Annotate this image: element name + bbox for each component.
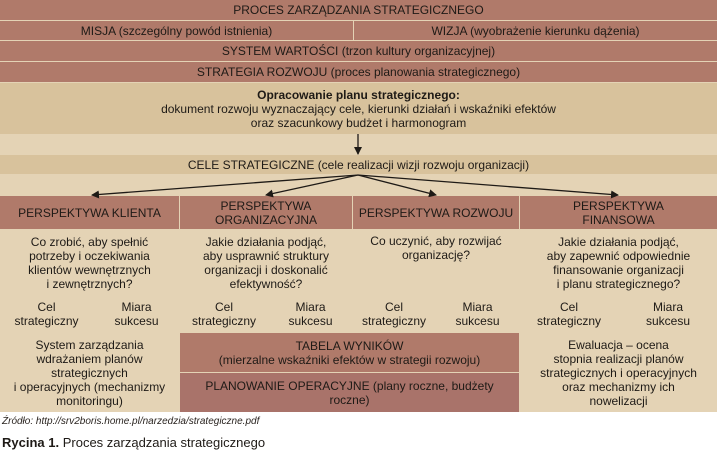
bottom-right-line: nowelizacji — [589, 393, 648, 408]
question-line: Co uczynić, aby rozwijać — [370, 234, 502, 248]
question-line: Co zrobić, aby spełnić — [30, 234, 149, 249]
wizja-text: WIZJA (wyobrażenie kierunku dążenia) — [431, 23, 640, 38]
miara-line: Miara — [121, 300, 152, 314]
miara-line: Miara — [462, 300, 493, 314]
bottom-right-line: stopnia realizacji planów — [553, 351, 684, 366]
bottom-left-line: monitoringu) — [56, 393, 123, 408]
question-line: Jakie działania podjąć, — [205, 234, 327, 249]
system-text: SYSTEM WARTOŚCI (trzon kultury organizacyjnej) — [221, 44, 496, 58]
bottom-left-line: wdrażaniem planów — [36, 351, 143, 366]
bottom-right-line: strategicznych i operacyjnych — [540, 365, 697, 380]
cel-line: strategiczny — [361, 314, 427, 328]
perspective-header-line: ORGANIZACYJNA — [214, 212, 317, 227]
tabela-line: TABELA WYNIKÓW — [295, 338, 404, 353]
perspective-header-line: FINANSOWA — [582, 212, 655, 227]
cel-line: strategiczny — [14, 314, 79, 328]
question-line: organizacji i doskonalić — [204, 262, 328, 277]
figure-caption — [2, 435, 265, 450]
question-line: Jakie działania podjąć, — [558, 234, 679, 249]
miara-line: sukcesu — [645, 314, 691, 328]
cel-line: Cel — [214, 300, 233, 314]
misja-text: MISJA (szczególny powód istnienia) — [80, 23, 273, 38]
bottom-left-line: i operacyjnych (mechanizmy — [13, 379, 166, 394]
figure-text: Proces zarządzania strategicznego — [62, 435, 266, 450]
cel-line: Cel — [37, 300, 56, 314]
source-caption: Źródło: http://srv2boris.home.pl/narzedzia/strategiczne.pdf — [2, 416, 260, 427]
cel-line: Cel — [384, 300, 403, 314]
question-line: organizację? — [401, 248, 471, 262]
plan-heading: Opracowanie planu strategicznego: — [257, 87, 460, 102]
arrow-cele-to-klienta — [92, 175, 358, 195]
perspective-header-line: PERSPEKTYWA — [220, 198, 312, 213]
miara-line: sukcesu — [288, 314, 333, 328]
miara-line: Miara — [295, 300, 326, 314]
perspective-header-line: PERSPEKTYWA ROZWOJU — [358, 205, 514, 220]
cel-line: strategiczny — [536, 314, 602, 328]
figure-label: Rycina 1. — [2, 435, 60, 450]
miara-line: Miara — [652, 300, 683, 314]
cel-line: strategiczny — [191, 314, 257, 328]
question-line: aby zapewnić odpowiednie — [546, 248, 691, 263]
miara-line: sukcesu — [455, 314, 500, 328]
question-line: potrzeby i oczekiwania — [29, 248, 150, 263]
cele-text: CELE STRATEGICZNE (cele realizacji wizji rozwoju organizacji) — [187, 157, 530, 172]
bottom-right-line: oraz mechanizmy ich — [562, 379, 675, 394]
bottom-right-line: Ewaluacja – ocena — [568, 337, 669, 352]
perspective-header-line: PERSPEKTYWA KLIENTA — [18, 205, 161, 220]
miara-line: sukcesu — [114, 314, 159, 328]
planowanie-line: PLANOWANIE OPERACYJNE (plany roczne, budżety — [205, 378, 494, 393]
tabela-line: (mierzalne wskaźniki efektów w strategii rozwoju) — [218, 352, 481, 367]
question-line: klientów wewnętrznych — [28, 262, 151, 277]
planowanie-line: roczne) — [329, 392, 370, 407]
perspective-header-line: PERSPEKTYWA — [573, 198, 664, 213]
plan-line-1: dokument rozwoju wyznaczający cele, kierunki działań i wskaźniki efektów — [161, 101, 556, 116]
plan-line-2: oraz szacunkowy budżet i harmonogram — [250, 115, 467, 130]
title-text: PROCES ZARZĄDZANIA STRATEGICZNEGO — [233, 3, 484, 17]
bottom-left-line: strategicznych — [51, 365, 128, 380]
question-line: i planu strategicznego? — [556, 276, 681, 291]
question-line: i zewnętrznych? — [46, 276, 133, 291]
question-line: aby usprawnić struktury — [202, 248, 330, 263]
strategia-text: STRATEGIA ROZWOJU (proces planowania strategicznego) — [196, 65, 521, 79]
question-line: finansowanie organizacji — [553, 262, 684, 277]
question-line: efektywność? — [229, 276, 303, 291]
cel-line: Cel — [559, 300, 578, 314]
bottom-left-line: System zarządzania — [35, 337, 144, 352]
